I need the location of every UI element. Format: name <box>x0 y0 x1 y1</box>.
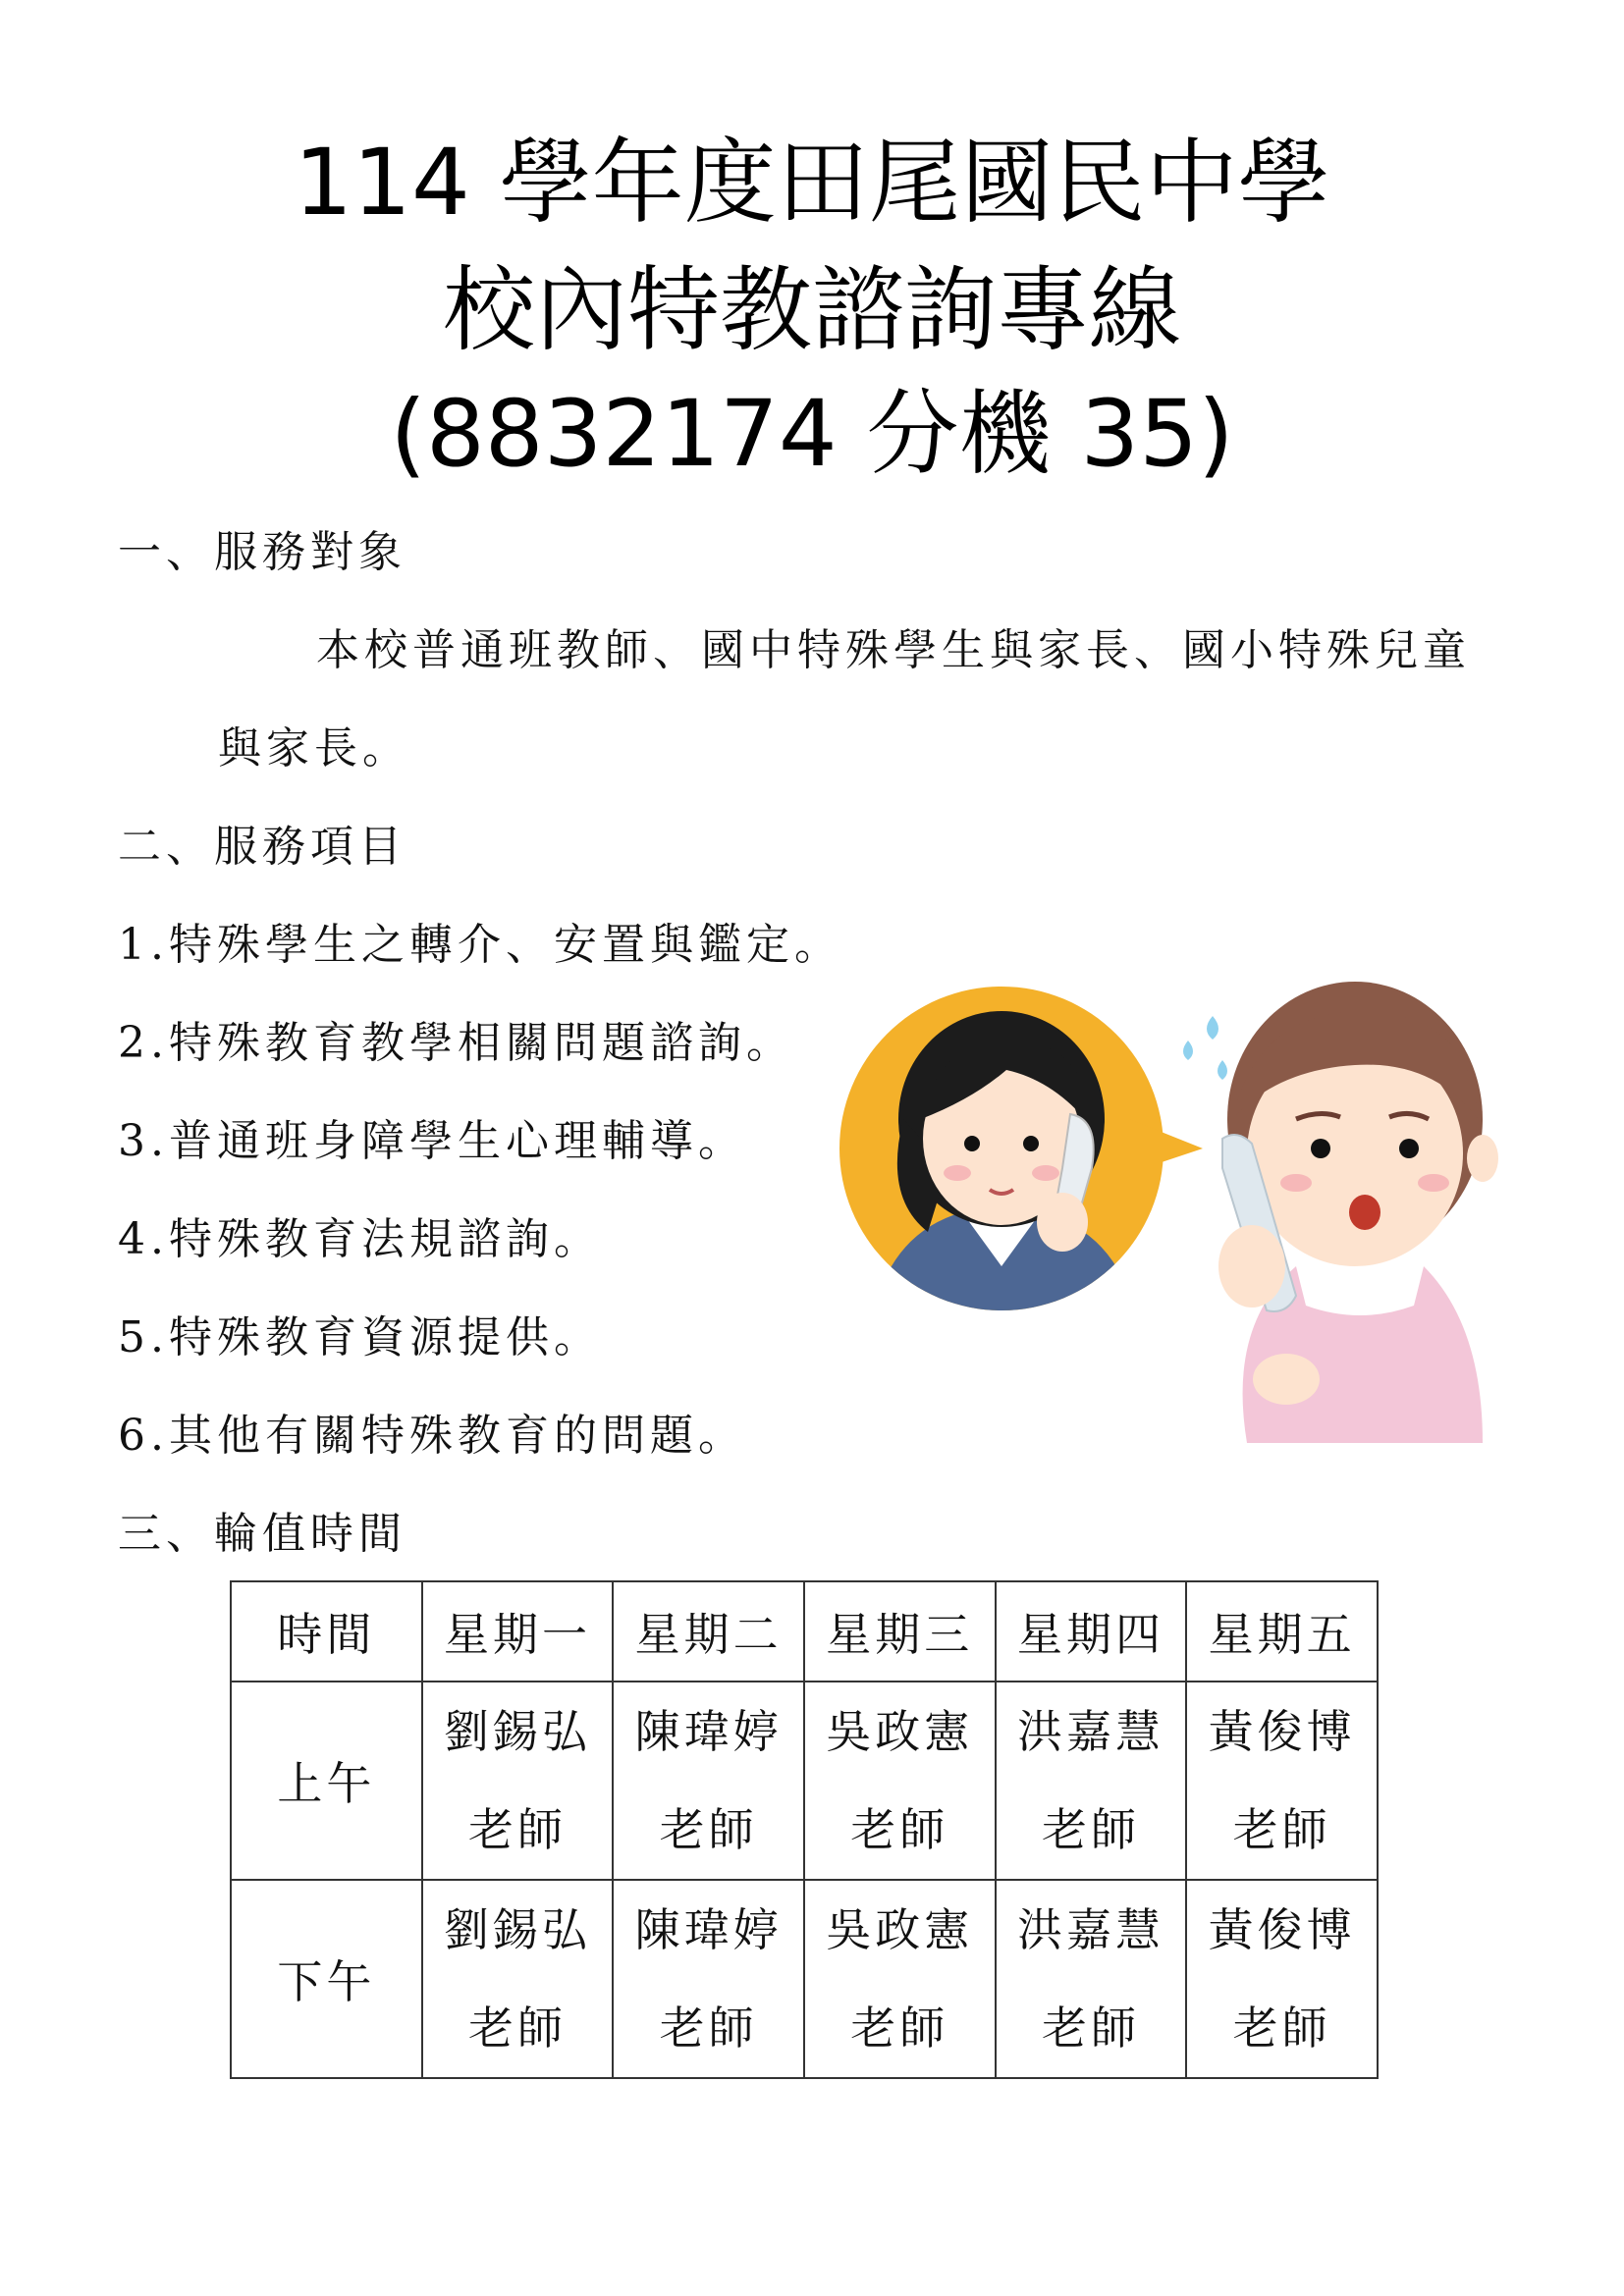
hand-shape <box>1037 1193 1088 1252</box>
teacher-title: 老師 <box>467 1803 567 1856</box>
section1-body-line1: 本校普通班教師、國中特殊學生與家長、國小特殊兒童 <box>316 625 1471 675</box>
teacher-name: 劉錫弘 <box>443 1705 591 1758</box>
duty-schedule-table <box>230 1580 1379 2079</box>
teacher-cell <box>996 1880 1187 2078</box>
teacher-cell <box>804 1682 996 1880</box>
teacher-title: 老師 <box>1232 1803 1331 1856</box>
header-wednesday: 星期三 <box>804 1581 996 1682</box>
left-blush <box>944 1165 971 1181</box>
teacher-title: 老師 <box>850 2002 949 2055</box>
left-eye-right <box>1311 1139 1330 1158</box>
service-item-1: 1.特殊學生之轉介、安置與鑑定。 <box>118 920 842 970</box>
teacher-cell <box>422 1682 614 1880</box>
teacher-cell <box>1186 1880 1378 2078</box>
right-eye-right <box>1399 1139 1419 1158</box>
teacher-on-phone-figure <box>839 987 1203 1310</box>
table-header-row <box>231 1581 1378 1682</box>
shirt-collar-shape <box>1296 1266 1424 1315</box>
header-thursday: 星期四 <box>996 1581 1187 1682</box>
teacher-name: 洪嘉慧 <box>1016 1705 1164 1758</box>
teacher-name: 黃俊博 <box>1208 1705 1356 1758</box>
right-blush <box>1032 1165 1059 1181</box>
left-eye <box>964 1136 980 1151</box>
service-item-3: 3.普通班身障學生心理輔導。 <box>118 1116 746 1166</box>
teacher-cell <box>1186 1682 1378 1880</box>
open-mouth <box>1349 1195 1380 1230</box>
section2-heading: 二、服務項目 <box>118 822 406 872</box>
teacher-title: 老師 <box>467 2002 567 2055</box>
phone-call-illustration <box>835 972 1502 1443</box>
table-row-morning <box>231 1682 1378 1880</box>
table-row-afternoon <box>231 1880 1378 2078</box>
header-monday: 星期一 <box>422 1581 614 1682</box>
teacher-name: 吳政憲 <box>826 1705 974 1758</box>
service-item-6: 6.其他有關特殊教育的問題。 <box>118 1411 746 1461</box>
period-cell: 下午 <box>231 1880 422 2078</box>
teacher-cell <box>804 1880 996 2078</box>
teacher-title: 老師 <box>1041 2002 1140 2055</box>
teacher-title: 老師 <box>1232 2002 1331 2055</box>
title-line-3: (8832174 分機 35) <box>390 381 1234 488</box>
teacher-cell <box>996 1682 1187 1880</box>
ear-shape <box>1467 1135 1498 1182</box>
teacher-name: 陳瑋婷 <box>634 1903 783 1956</box>
sweat-drops <box>1183 1016 1227 1080</box>
speech-tail <box>1129 1119 1203 1173</box>
teacher-cell <box>422 1880 614 2078</box>
teacher-title: 老師 <box>850 1803 949 1856</box>
teacher-title: 老師 <box>659 2002 758 2055</box>
section1-heading: 一、服務對象 <box>118 527 406 577</box>
header-tuesday: 星期二 <box>613 1581 804 1682</box>
title-line-1: 114 學年度田尾國民中學 <box>294 130 1330 237</box>
teacher-cell <box>613 1880 804 2078</box>
parent-on-phone-figure <box>1218 982 1498 1443</box>
teacher-name: 洪嘉慧 <box>1016 1903 1164 1956</box>
section3-heading: 三、輪值時間 <box>118 1509 406 1559</box>
teacher-title: 老師 <box>1041 1803 1140 1856</box>
period-cell: 上午 <box>231 1682 422 1880</box>
teacher-name: 陳瑋婷 <box>634 1705 783 1758</box>
teacher-cell <box>613 1682 804 1880</box>
header-time: 時間 <box>231 1581 422 1682</box>
section1-body-line2: 與家長。 <box>218 723 410 774</box>
service-item-5: 5.特殊教育資源提供。 <box>118 1312 602 1362</box>
header-friday: 星期五 <box>1186 1581 1378 1682</box>
title-line-2: 校內特教諮詢專線 <box>442 257 1181 364</box>
hand-shape-right <box>1218 1225 1285 1308</box>
teacher-name: 黃俊博 <box>1208 1903 1356 1956</box>
teacher-name: 吳政憲 <box>826 1903 974 1956</box>
teacher-name: 劉錫弘 <box>443 1903 591 1956</box>
teacher-title: 老師 <box>659 1803 758 1856</box>
service-item-2: 2.特殊教育教學相關問題諮詢。 <box>118 1018 794 1068</box>
right-eye <box>1023 1136 1039 1151</box>
second-hand-shape <box>1253 1354 1320 1405</box>
service-item-4: 4.特殊教育法規諮詢。 <box>118 1214 602 1264</box>
